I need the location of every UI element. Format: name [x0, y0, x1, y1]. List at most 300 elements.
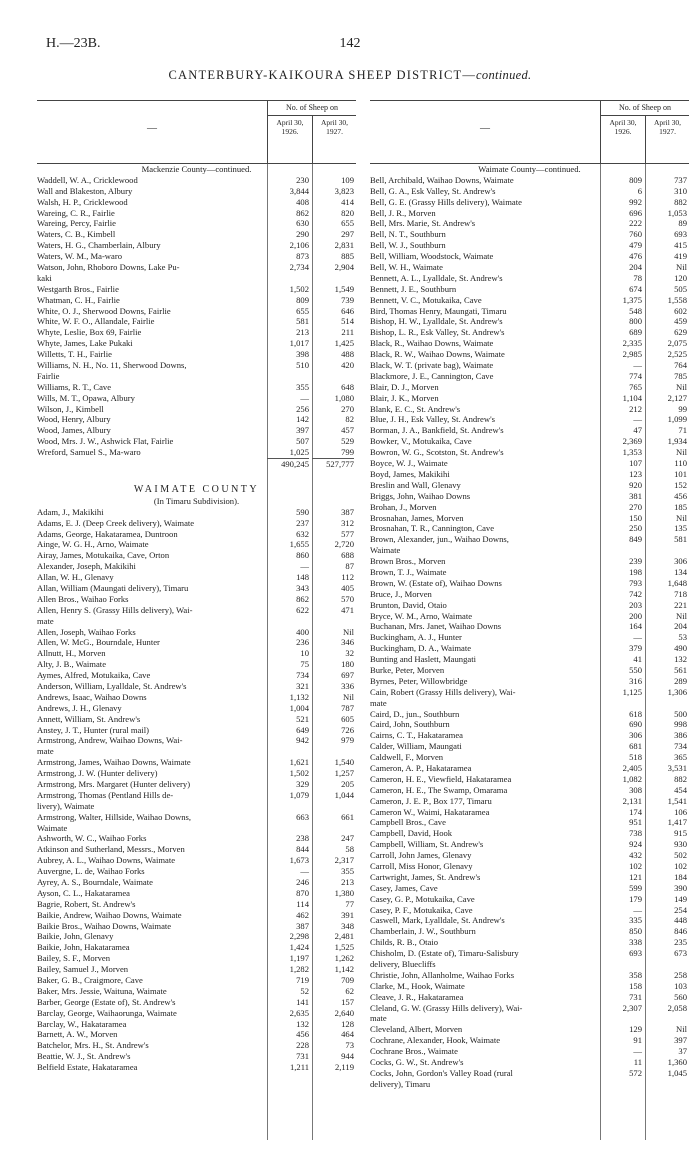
owner-name: Bell, W. J., Southburn — [370, 240, 446, 251]
sheep-1926: — — [300, 392, 309, 403]
sheep-1926: 355 — [296, 381, 309, 392]
sheep-1927: 1,425 — [334, 338, 354, 349]
owner-name: Campbell, William, St. Andrew's — [370, 839, 484, 850]
sheep-1926: 75 — [300, 659, 309, 670]
sheep-1927: 602 — [674, 305, 687, 316]
sheep-1927: 1,360 — [667, 1057, 687, 1068]
owner-name: Wood, Henry, Albury — [37, 414, 111, 425]
table-row — [37, 616, 356, 627]
sheep-1926: 689 — [629, 327, 642, 338]
sheep-1926: 47 — [633, 425, 642, 436]
table-row — [370, 556, 689, 567]
owner-name: Caird, John, Southburn — [370, 719, 450, 730]
year-1927-header: April 30, 1927. — [312, 116, 356, 163]
section-heading — [37, 496, 356, 507]
sheep-1927: 120 — [674, 272, 687, 283]
sheep-1926: 456 — [296, 1029, 309, 1040]
table-row — [37, 670, 356, 681]
sheep-1926: 321 — [296, 680, 309, 691]
sheep-1927: 764 — [674, 360, 687, 371]
owner-name: Ayrey, A. S., Bourndale, Waimate — [37, 877, 153, 887]
owner-name: White, O. J., Sherwood Downs, Fairlie — [37, 305, 171, 316]
sheep-1926: 381 — [629, 490, 642, 501]
table-row — [37, 877, 356, 888]
owner-name: Whatman, C. H., Fairlie — [37, 294, 120, 305]
owner-name: Aubrey, A. L., Waihao Downs, Waimate — [37, 855, 176, 866]
section-heading — [37, 485, 356, 496]
owner-name: Whyte, James, Lake Pukaki — [37, 338, 133, 349]
owner-name: Belfield Estate, Hakataramea — [37, 1062, 138, 1073]
owner-name: Baikie Bros., Waihao Downs, Waimate — [37, 920, 172, 931]
owner-name: Chisholm, D. (Estate of), Timaru-Salisbury — [370, 948, 519, 959]
sheep-1926: 738 — [629, 828, 642, 839]
table-row — [37, 964, 356, 975]
owner-name: White, W. F. O., Allandale, Fairlie — [37, 316, 155, 327]
sheep-1927: 213 — [341, 877, 354, 887]
table-row — [37, 1008, 356, 1019]
owner-name: Blair, D. J., Morven — [370, 381, 439, 392]
sheep-1927: 184 — [674, 871, 687, 882]
owner-name: Bell, J. R., Morven — [370, 207, 436, 218]
owner-name: Casey, James, Cave — [370, 882, 438, 893]
table-row — [37, 295, 356, 306]
table-row — [370, 240, 689, 251]
sheep-1926: 462 — [296, 909, 309, 920]
owner-name: Campbell, David, Hook — [370, 828, 453, 839]
sheep-1927: 459 — [674, 316, 687, 327]
sheep-1926: 316 — [629, 675, 642, 686]
sheep-1927: 109 — [341, 174, 354, 185]
table-row — [37, 477, 356, 485]
owner-name: Cain, Robert (Grassy Hills delivery), Wai- — [370, 686, 516, 697]
table-row — [37, 790, 356, 801]
sheep-1927: 391 — [341, 909, 354, 920]
sheep-1926: 114 — [296, 898, 309, 909]
sheep-1927: 306 — [674, 556, 687, 567]
table-row — [37, 986, 356, 997]
sheep-1926: 590 — [296, 506, 309, 517]
sheep-1927: 180 — [341, 659, 354, 670]
table-row — [370, 360, 689, 371]
owner-name: Cameron W., Waimi, Hakataramea — [370, 806, 490, 817]
sheep-1927: 930 — [674, 839, 687, 850]
owner-name: Black, R. W., Waihao Downs, Waimate — [370, 349, 505, 360]
owner-name: Casey, G. P., Motukaika, Cave — [370, 893, 475, 904]
owner-name: Brosnahan, James, Morven — [370, 512, 464, 523]
owner-name: Calder, William, Maungati — [370, 741, 462, 752]
owner-name: Cocks, John, Gordon's Valley Road (rural — [370, 1067, 513, 1078]
sheep-1927: 1,044 — [334, 789, 354, 800]
no-of-sheep-header: No. of Sheep on — [267, 101, 356, 116]
sheep-1927: 885 — [341, 251, 354, 262]
sheep-1926: 862 — [296, 207, 309, 218]
sheep-1926: 850 — [629, 926, 642, 937]
table-row — [37, 561, 356, 572]
sheep-1927: 336 — [341, 680, 354, 691]
right-column — [370, 100, 689, 1140]
right-column-header — [370, 100, 689, 164]
sheep-1927: 247 — [341, 833, 354, 844]
sheep-1927: Nil — [676, 262, 687, 273]
sheep-1927: 1,053 — [667, 207, 687, 218]
sheep-1927: 785 — [674, 370, 687, 381]
sheep-1927: 106 — [674, 806, 687, 817]
sheep-1927: 1,934 — [667, 436, 687, 447]
owner-name: Clarke, M., Hook, Waimate — [370, 980, 465, 991]
table-row — [37, 273, 356, 284]
sheep-1926: 200 — [629, 610, 642, 621]
sheep-1926: 2,369 — [622, 436, 642, 447]
owner-name: Blank, E. C., St. Andrew's — [370, 403, 461, 414]
sheep-1926: 212 — [629, 403, 642, 414]
table-row — [370, 436, 689, 447]
owner-name: Bishop, L. R., Esk Valley, St. Andrew's — [370, 327, 505, 338]
sheep-1926: 674 — [629, 283, 642, 294]
sheep-1927: Nil — [676, 610, 687, 621]
total-row — [37, 458, 356, 469]
table-row — [370, 600, 689, 611]
sheep-1926: 1,004 — [289, 702, 309, 713]
sheep-1927: 112 — [341, 572, 354, 583]
sheep-1926: 1,673 — [289, 855, 309, 866]
sheep-1926: 121 — [629, 871, 642, 882]
sheep-1927: 71 — [678, 425, 687, 436]
owner-name: Cocks, G. W., St. Andrew's — [370, 1057, 464, 1068]
owner-name: Adams, E. J. (Deep Creek delivery), Waimate — [37, 517, 195, 528]
table-row — [370, 905, 689, 916]
sheep-1926: 6 — [637, 185, 642, 196]
sheep-1927: Nil — [676, 381, 687, 392]
owner-name: Adams, George, Hakataramea, Duntroon — [37, 528, 178, 539]
sheep-1926: 387 — [296, 920, 309, 931]
sheep-1926: 1,104 — [622, 392, 642, 403]
table-row — [370, 338, 689, 349]
table-row — [370, 970, 689, 981]
table-row — [370, 414, 689, 425]
sheep-1926: 91 — [633, 1035, 642, 1046]
table-row — [370, 447, 689, 458]
sheep-1926: 338 — [629, 937, 642, 948]
sheep-1927: 3,823 — [334, 185, 354, 196]
sheep-1927: 419 — [674, 251, 687, 262]
sheep-1926: 1,621 — [289, 757, 309, 768]
sheep-1927: 157 — [341, 996, 354, 1007]
owner-name: WAIMATE COUNTY — [133, 484, 260, 495]
sheep-1926: 2,734 — [289, 262, 309, 273]
table-row — [370, 807, 689, 818]
table-row — [370, 698, 689, 709]
sheep-1927: 135 — [674, 523, 687, 534]
sheep-1926: 942 — [296, 735, 309, 746]
table-row — [37, 779, 356, 790]
owner-name: Adam, J., Makikihi — [37, 506, 104, 517]
owner-name: Byrnes, Peter, Willowbridge — [370, 675, 468, 686]
sheep-1926: 141 — [296, 996, 309, 1007]
name-column-header: — — [147, 123, 157, 134]
owner-name: Breslin and Wall, Glenavy — [370, 479, 461, 490]
sheep-1926: 107 — [629, 458, 642, 469]
owner-name: Walsh, H. P., Cricklewood — [37, 196, 128, 207]
sheep-1927: 2,127 — [667, 392, 687, 403]
table-row — [37, 855, 356, 866]
owner-name: Childs, R. B., Otaio — [370, 937, 439, 948]
sheep-1927: 998 — [674, 719, 687, 730]
table-row — [37, 349, 356, 360]
sheep-1927: 718 — [674, 588, 687, 599]
owner-name: Brown, T. J., Waimate — [370, 566, 447, 577]
table-row — [370, 992, 689, 1003]
table-row — [370, 186, 689, 197]
table-row — [370, 741, 689, 752]
sheep-1927: 673 — [674, 948, 687, 959]
table-row — [37, 899, 356, 910]
owner-name: Anstey, J. T., Hunter (rural mail) — [37, 724, 150, 735]
owner-name: Brown Bros., Morven — [370, 556, 446, 567]
sheep-1926: 870 — [296, 887, 309, 898]
sheep-1926: 78 — [633, 272, 642, 283]
sheep-1927: 882 — [674, 196, 687, 207]
owner-name: Bunting and Haslett, Maungati — [370, 654, 476, 665]
sheep-1927: 490 — [674, 643, 687, 654]
owner-name: Cleave, J. R., Hakataramea — [370, 991, 464, 1002]
sheep-1926: 860 — [296, 550, 309, 561]
table-row — [370, 796, 689, 807]
sheep-1927: 32 — [345, 648, 354, 659]
sheep-1926: 1,025 — [289, 447, 309, 458]
table-row — [37, 910, 356, 921]
sheep-1926: 550 — [629, 664, 642, 675]
sheep-1927: 581 — [674, 534, 687, 545]
sheep-1926: 239 — [629, 556, 642, 567]
owner-name: Waimate County—continued. — [478, 164, 581, 174]
sheep-1927: 387 — [341, 506, 354, 517]
owner-name: Allnutt, H., Morven — [37, 648, 106, 659]
table-row — [37, 539, 356, 550]
sheep-1926: 179 — [629, 893, 642, 904]
table-row — [370, 621, 689, 632]
table-row — [37, 382, 356, 393]
owner-name: Waters, H. G., Chamberlain, Albury — [37, 240, 161, 251]
sheep-1927: 185 — [674, 501, 687, 512]
sheep-1926: 690 — [629, 719, 642, 730]
table-row — [370, 654, 689, 665]
sheep-1927: 820 — [341, 207, 354, 218]
sheep-1927: Nil — [343, 691, 354, 702]
sheep-1926: 809 — [296, 294, 309, 305]
owner-name: Bell, W. H., Waimate — [370, 262, 443, 273]
sheep-1926: 1,197 — [289, 953, 309, 964]
page-number: 142 — [339, 36, 361, 51]
sheep-1927: 693 — [674, 229, 687, 240]
sheep-1926: 632 — [296, 528, 309, 539]
sheep-1926: 379 — [629, 643, 642, 654]
table-row — [370, 578, 689, 589]
table-row — [37, 306, 356, 317]
left-column — [37, 100, 356, 1140]
sheep-1926: 2,405 — [622, 762, 642, 773]
sheep-1926: 52 — [300, 985, 309, 996]
sheep-1927: 688 — [341, 550, 354, 561]
table-row — [37, 866, 356, 877]
sheep-1927: 648 — [341, 381, 354, 392]
table-row — [370, 850, 689, 861]
owner-name: Wood, Mrs. J. W., Ashwick Flat, Fairlie — [37, 436, 174, 447]
owner-name: Cairns, C. T., Hakataramea — [370, 730, 463, 741]
table-row — [37, 447, 356, 458]
table-row — [370, 349, 689, 360]
sheep-1927: 312 — [341, 517, 354, 528]
table-row — [370, 839, 689, 850]
sheep-1927: 3,531 — [667, 762, 687, 773]
table-row — [370, 1046, 689, 1057]
table-row — [37, 572, 356, 583]
table-row — [37, 327, 356, 338]
table-row — [37, 414, 356, 425]
owner-name: Armstrong, Mrs. Margaret (Hunter delivery) — [37, 778, 191, 789]
sheep-1927: 488 — [341, 349, 354, 360]
table-row — [370, 404, 689, 415]
sheep-1927: 2,481 — [334, 931, 354, 942]
sheep-1927: 448 — [674, 915, 687, 926]
table-row — [370, 785, 689, 796]
table-row — [370, 894, 689, 905]
table-row — [37, 942, 356, 953]
table-row — [37, 833, 356, 844]
sheep-1926: 774 — [629, 370, 642, 381]
sheep-1927: 134 — [674, 566, 687, 577]
owner-name: Wareing, Percy, Fairlie — [37, 218, 116, 229]
sheep-1926: 734 — [296, 670, 309, 681]
owner-name: Bryce, W. M., Arno, Waimate — [370, 610, 473, 621]
owner-name: Cochrane Bros., Waimate — [370, 1046, 458, 1057]
owner-name: Barclay, W., Hakataramea — [37, 1018, 127, 1029]
owner-name: Barnett, A. W., Morven — [37, 1029, 118, 1040]
table-row — [370, 828, 689, 839]
owner-name: Bennett, J. E., Southburn — [370, 283, 457, 294]
left-column-body — [37, 164, 356, 1140]
sheep-1926: 649 — [296, 724, 309, 735]
sheep-1927: Nil — [676, 447, 687, 458]
sheep-1926: 397 — [296, 425, 309, 436]
sheep-1926: 731 — [629, 991, 642, 1002]
owner-name: Bell, G. E. (Grassy Hills delivery), Waimate — [370, 196, 522, 207]
sheep-1926: 765 — [629, 381, 642, 392]
sheep-1927: 365 — [674, 752, 687, 763]
owner-name: Cameron, A. P., Hakataramea — [370, 762, 472, 773]
table-row — [37, 404, 356, 415]
sheep-1926: 1,375 — [622, 294, 642, 305]
owner-name: Willetts, T. H., Fairlie — [37, 349, 112, 360]
sheep-1926: 655 — [296, 305, 309, 316]
table-row — [37, 637, 356, 648]
owner-name: Bird, Thomas Henry, Maungati, Timaru — [370, 305, 507, 316]
owner-name: Wreford, Samuel S., Ma-waro — [37, 447, 141, 458]
table-row — [37, 725, 356, 736]
table-row — [370, 393, 689, 404]
owner-name: Barclay, George, Waihaorunga, Waimate — [37, 1007, 177, 1018]
owner-name: Bowron, W. G., Scotston, St. Andrew's — [370, 447, 504, 458]
owner-name: Black, W. T. (private bag), Waimate — [370, 360, 494, 371]
table-row — [37, 518, 356, 529]
table-row — [370, 1003, 689, 1014]
table-row — [37, 197, 356, 208]
sheep-1926: 228 — [296, 1040, 309, 1051]
owner-name: Campbell Bros., Cave — [370, 817, 446, 828]
sheep-1927: Nil — [343, 626, 354, 637]
table-row — [37, 931, 356, 942]
sheep-1926: 599 — [629, 882, 642, 893]
owner-name: Ashworth, W. C., Waihao Forks — [37, 833, 147, 844]
sheep-1926: 1,502 — [289, 283, 309, 294]
owner-name: Alty, J. B., Waimate — [37, 659, 107, 670]
owner-name: Baikie, Andrew, Waihao Downs, Waimate — [37, 909, 182, 920]
owner-name: Waters, W. M., Ma-waro — [37, 251, 122, 262]
table-row — [370, 229, 689, 240]
owner-name: delivery, Bluecliffs — [370, 959, 436, 970]
sheep-1927: Nil — [676, 512, 687, 523]
sheep-1927: 527,777 — [312, 458, 354, 470]
sheep-1927: 2,640 — [334, 1007, 354, 1018]
table-row — [37, 975, 356, 986]
table-row — [370, 687, 689, 698]
owner-name: Williams, R. T., Cave — [37, 381, 112, 392]
page-header — [46, 36, 654, 52]
table-row — [37, 888, 356, 899]
sheep-1926: 1,079 — [289, 789, 309, 800]
sheep-1927: 420 — [341, 360, 354, 371]
no-of-sheep-header: No. of Sheep on — [600, 101, 689, 116]
owner-name: Bell, G. A., Esk Valley, St. Andrew's — [370, 185, 496, 196]
sheep-1927: 471 — [341, 604, 354, 615]
table-row — [37, 844, 356, 855]
sheep-1926: — — [300, 866, 309, 877]
sheep-1927: 1,257 — [334, 768, 354, 779]
sheep-1926: 719 — [296, 975, 309, 986]
sheep-1926: 1,017 — [289, 338, 309, 349]
table-row — [37, 218, 356, 229]
table-row — [370, 284, 689, 295]
table-row — [37, 735, 356, 746]
sheep-1927: 37 — [678, 1046, 687, 1057]
table-row — [370, 513, 689, 524]
section-heading — [370, 164, 689, 175]
sheep-1927: 58 — [345, 844, 354, 855]
table-row — [37, 757, 356, 768]
owner-name: Brown, W. (Estate of), Waihao Downs — [370, 577, 502, 588]
sheep-1926: 760 — [629, 229, 642, 240]
sheep-1927: 709 — [341, 975, 354, 986]
sheep-1927: 102 — [674, 861, 687, 871]
sheep-1926: 102 — [629, 861, 642, 871]
sheep-1927: 258 — [674, 969, 687, 980]
owner-name: Atkinson and Sutherland, Messrs., Morven — [37, 844, 185, 855]
sheep-1926: 521 — [296, 713, 309, 724]
year-1926-header: April 30, 1926. — [267, 116, 312, 163]
table-row — [37, 393, 356, 404]
sheep-1927: 1,541 — [667, 795, 687, 806]
sheep-1927: 414 — [341, 196, 354, 207]
sheep-1926: 142 — [296, 414, 309, 425]
sheep-1927: 128 — [341, 1018, 354, 1029]
sheep-1926: 1,353 — [622, 447, 642, 458]
owner-name: Cameron, H. E., Viewfield, Hakataramea — [370, 773, 512, 784]
sheep-1926: 358 — [629, 969, 642, 980]
sheep-1926: 2,307 — [622, 1002, 642, 1013]
owner-name: Burke, Peter, Morven — [370, 664, 445, 675]
sheep-1927: 132 — [674, 654, 687, 665]
sheep-1926: 490,245 — [267, 458, 309, 470]
table-row — [370, 643, 689, 654]
